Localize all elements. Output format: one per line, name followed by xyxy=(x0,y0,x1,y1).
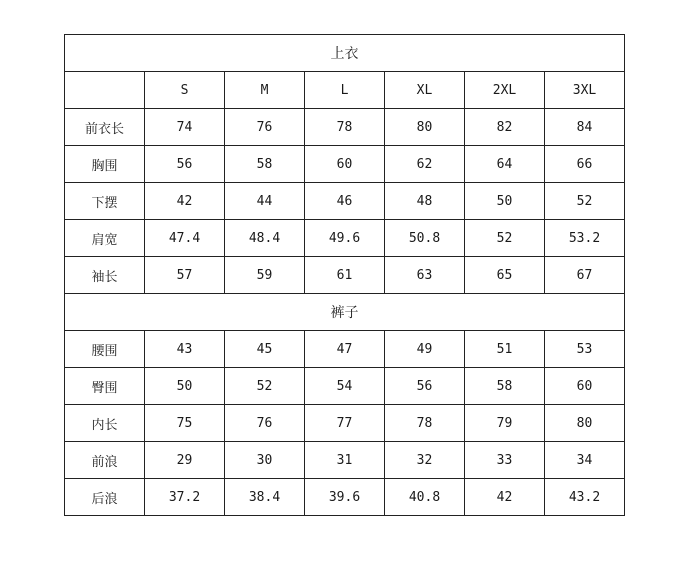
size-header-m: M xyxy=(225,72,305,109)
value-cell: 76 xyxy=(225,405,305,442)
value-cell: 66 xyxy=(545,146,625,183)
value-cell: 43 xyxy=(145,331,225,368)
value-cell: 31 xyxy=(305,442,385,479)
value-cell: 82 xyxy=(465,109,545,146)
value-cell: 49.6 xyxy=(305,220,385,257)
row-label: 内长 xyxy=(65,405,145,442)
value-cell: 79 xyxy=(465,405,545,442)
value-cell: 58 xyxy=(465,368,545,405)
value-cell: 45 xyxy=(225,331,305,368)
value-cell: 56 xyxy=(385,368,465,405)
value-cell: 61 xyxy=(305,257,385,294)
value-cell: 84 xyxy=(545,109,625,146)
row-label: 腰围 xyxy=(65,331,145,368)
size-header-l: L xyxy=(305,72,385,109)
value-cell: 56 xyxy=(145,146,225,183)
bottom-section-title: 裤子 xyxy=(65,294,625,331)
value-cell: 38.4 xyxy=(225,479,305,516)
value-cell: 57 xyxy=(145,257,225,294)
value-cell: 78 xyxy=(305,109,385,146)
value-cell: 76 xyxy=(225,109,305,146)
value-cell: 80 xyxy=(545,405,625,442)
value-cell: 50 xyxy=(465,183,545,220)
value-cell: 53.2 xyxy=(545,220,625,257)
value-cell: 51 xyxy=(465,331,545,368)
value-cell: 62 xyxy=(385,146,465,183)
row-label: 前浪 xyxy=(65,442,145,479)
value-cell: 52 xyxy=(545,183,625,220)
value-cell: 47.4 xyxy=(145,220,225,257)
value-cell: 77 xyxy=(305,405,385,442)
value-cell: 74 xyxy=(145,109,225,146)
value-cell: 59 xyxy=(225,257,305,294)
size-chart-table xyxy=(64,34,625,516)
value-cell: 64 xyxy=(465,146,545,183)
size-header-xl: XL xyxy=(385,72,465,109)
size-chart-body xyxy=(65,35,625,516)
value-cell: 47 xyxy=(305,331,385,368)
corner-cell xyxy=(65,72,145,109)
table-row xyxy=(65,442,625,479)
row-label: 后浪 xyxy=(65,479,145,516)
value-cell: 60 xyxy=(545,368,625,405)
value-cell: 49 xyxy=(385,331,465,368)
bottom-section-title-row xyxy=(65,294,625,331)
value-cell: 52 xyxy=(225,368,305,405)
value-cell: 65 xyxy=(465,257,545,294)
row-label: 臀围 xyxy=(65,368,145,405)
table-row xyxy=(65,331,625,368)
value-cell: 50.8 xyxy=(385,220,465,257)
table-row xyxy=(65,479,625,516)
value-cell: 80 xyxy=(385,109,465,146)
value-cell: 44 xyxy=(225,183,305,220)
table-row xyxy=(65,257,625,294)
value-cell: 75 xyxy=(145,405,225,442)
table-row xyxy=(65,146,625,183)
size-header-3xl: 3XL xyxy=(545,72,625,109)
size-header-2xl: 2XL xyxy=(465,72,545,109)
value-cell: 54 xyxy=(305,368,385,405)
size-header-s: S xyxy=(145,72,225,109)
table-row xyxy=(65,405,625,442)
value-cell: 33 xyxy=(465,442,545,479)
value-cell: 46 xyxy=(305,183,385,220)
row-label: 袖长 xyxy=(65,257,145,294)
value-cell: 29 xyxy=(145,442,225,479)
value-cell: 58 xyxy=(225,146,305,183)
value-cell: 52 xyxy=(465,220,545,257)
top-section-title: 上衣 xyxy=(65,35,625,72)
row-label: 前衣长 xyxy=(65,109,145,146)
value-cell: 34 xyxy=(545,442,625,479)
value-cell: 78 xyxy=(385,405,465,442)
value-cell: 30 xyxy=(225,442,305,479)
value-cell: 42 xyxy=(145,183,225,220)
table-row xyxy=(65,109,625,146)
top-section-title-row xyxy=(65,35,625,72)
table-row xyxy=(65,368,625,405)
table-row xyxy=(65,220,625,257)
value-cell: 50 xyxy=(145,368,225,405)
table-row xyxy=(65,183,625,220)
value-cell: 39.6 xyxy=(305,479,385,516)
value-cell: 42 xyxy=(465,479,545,516)
row-label: 下摆 xyxy=(65,183,145,220)
value-cell: 67 xyxy=(545,257,625,294)
row-label: 胸围 xyxy=(65,146,145,183)
value-cell: 32 xyxy=(385,442,465,479)
value-cell: 60 xyxy=(305,146,385,183)
value-cell: 40.8 xyxy=(385,479,465,516)
value-cell: 53 xyxy=(545,331,625,368)
size-header-row xyxy=(65,72,625,109)
value-cell: 43.2 xyxy=(545,479,625,516)
value-cell: 63 xyxy=(385,257,465,294)
value-cell: 48 xyxy=(385,183,465,220)
row-label: 肩宽 xyxy=(65,220,145,257)
value-cell: 48.4 xyxy=(225,220,305,257)
value-cell: 37.2 xyxy=(145,479,225,516)
